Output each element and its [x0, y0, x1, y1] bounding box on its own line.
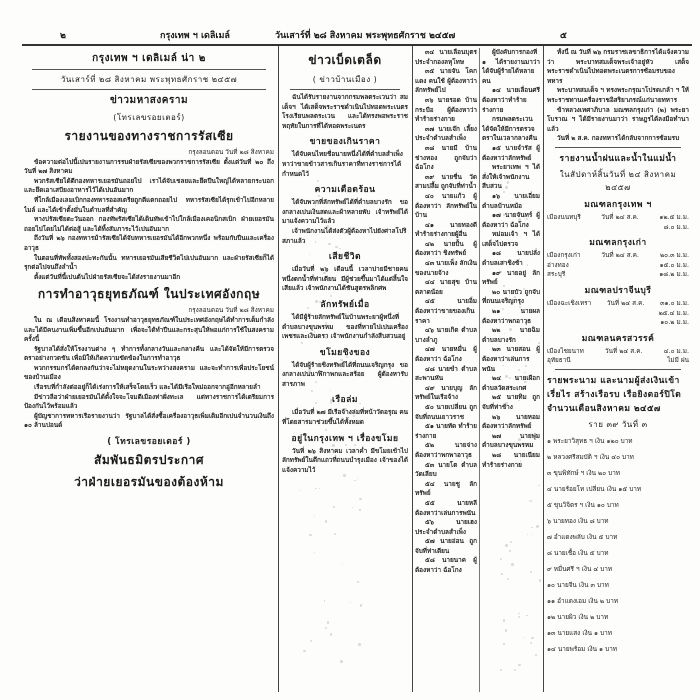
list-item: ๓๔ นายเลื่อนบุตร ประจำกองลหุโทษ [415, 48, 477, 66]
headline: ว่าฝ่ายเยอรมันของต้องห้าม [74, 475, 224, 490]
dateline: วันเสาร์ที่ ๒๘ สิงหาคม พระพุทธศักราช ๒๔๕๗ [60, 75, 238, 84]
list-item: ๕๕ นายหลี ต้องหาว่าเล่นการพนัน [415, 498, 477, 517]
column-misc-news [282, 48, 408, 692]
speck [518, 613, 519, 614]
donation-item: ๙ หมื่นศรี ฯ เงิน ๔ บาท [547, 565, 613, 574]
rain-row [547, 356, 689, 366]
headline: การทำอาวุธยุทธภัณฑ์ ในประเทศอังกฤษ [37, 287, 261, 302]
speck [309, 534, 311, 536]
list-body [415, 48, 477, 576]
speck [505, 186, 507, 188]
paragraph: เมื่อวันที่ ๒๗ มีเรือจ้างล่มที่หน้าวัดอรุณ คนที่โดยสารมาช่วยขึ้นได้ทั้งหมด [282, 408, 408, 427]
news-subhead: ความเดือดร้อน [314, 185, 376, 196]
speck [529, 340, 530, 341]
divider [555, 369, 681, 370]
paragraph: ทางปรัสเซียตะวันออก กองทัพรัสเซียได้เดินทัพเข้าไปใกล้เมืองเคอนิกสเบิก ฝ่ายเยอรมันถอยไปโดยไม่ได้ต่อสู้ และได้ทิ้งสัมภาระไว้เปนอันมาก [24, 215, 274, 233]
list-item: ๓๙ นายชื่น วัดสามปลื้ม ถูกจับที่ท่าน้ำ [415, 172, 477, 191]
paper-title: กรุงเทพ ฯ เดลิเมล์ น่า ๒ [92, 53, 206, 64]
rain-row [547, 251, 689, 261]
paragraph: ถึงวันที่ ๒๖ กองทหารม้ารัสเซียได้จับทหารเยอรมันได้อีกพวกหนึ่ง พร้อมกับปืนและเครื่องอาวุธ [24, 234, 274, 252]
rain-cell: ๓๑.๐ ม.ม. [660, 298, 689, 307]
donation-item: ๔ นายร้อยโท เปลี่ยน เงิน ๑๕ บาท [547, 485, 642, 494]
list-item: ๕๒ นายจ่าง ต้องหาว่าพกพาอาวุธ [415, 441, 477, 459]
speck [505, 544, 508, 547]
list-item: ๔๘ นายขำ ตำบลสะพานหัน [415, 364, 477, 383]
speck [346, 356, 348, 358]
speck [344, 232, 346, 234]
list-item: ๓๘ นายมี บ้านช่างทอง ถูกจับว่า ฉ้อโกง [415, 143, 477, 172]
rain-row [547, 223, 689, 233]
list-item: พระยาเทพ ฯ ได้สั่งให้เจ้าพนักงานสืบสวน [482, 163, 540, 191]
speck [501, 573, 503, 575]
rain-row [547, 309, 689, 319]
list-item: ๔๙ นายบุญ ลักทรัพย์ในเรือจ้าง [415, 383, 477, 402]
speck [330, 295, 332, 297]
list-item: ๒๑ นายผล ต้องหาว่าพกอาวุธ [482, 307, 540, 325]
list-item: ๓๕ นายจัน โคกแดง คนใช้ ผู้ต้องหาว่า ลักทรัพย์ไป [415, 67, 477, 95]
paragraph: ข้อความต่อไปนี้เปนรายงานการรบฝ่ายรัสเซียของพวกราชการรัสเซีย ตั้งแต่วันที่ ๒๐ ถึงวันที่ ๒๗ สิงหาคม [24, 157, 274, 176]
paragraph: ผู้บัญชาการทหารเรือรายงานว่า รัฐบาลได้สั่งซื้อเครื่องอาวุธเพิ่มเติมอีกเปนจำนวนเงินถึง ๑๐ ล้านปอนด์ [24, 411, 274, 430]
speck [360, 604, 363, 607]
list-item: ๒๖ นายหอม ต้องหาว่าลักทรัพย์ [482, 412, 540, 431]
speck [315, 300, 318, 303]
donation-item: ๖ นายทอง เงิน ๘ บาท [547, 517, 609, 526]
news-subhead: ขายของเกินราคา [309, 137, 381, 148]
headline: รายงานของทางราชการรัสเซีย [64, 129, 234, 143]
speck [319, 488, 320, 489]
donation-item: ๗ อำแดงพลับ เงิน ๕ บาท [547, 533, 618, 542]
donation-list [547, 437, 689, 654]
region-name: มณฑลกรุงเก่า [589, 238, 647, 249]
donation-item: ๑๐ นายจีน เงิน ๓ บาท [547, 581, 609, 590]
rain-cell: เมืองฉะเชิงเทรา [547, 298, 592, 307]
paragraph: ฉันได้รับรายงานจากกรมพลตระเวนว่า สมเด็จฯ ได้เสด็จพระราชดำเนินไปทอดพระเนตรโรงเรียนพลตระเวน และได้ทรงพอพระราชหฤทัยในการที่ได้ทอดพระเนตร [282, 93, 408, 130]
list-item: ๔๓ นายเพ็ง ลักเงินของนายจ้าง [415, 259, 477, 277]
speck [333, 506, 335, 508]
paragraph: ได้จับพวกที่ลักทรัพย์ได้ที่ตำบลบางรัก ของกลางเปนเงินสดและผ้าหลายพับ เจ้าทรัพย์ได้มาแจ้งความไว้แล้ว [282, 198, 408, 226]
rain-cell: ไม่มี ฝน [667, 356, 689, 365]
speck [344, 349, 347, 352]
divider [555, 147, 681, 148]
rain-cell: ๑๒.๕ ม.ม. [659, 212, 689, 221]
speck [359, 509, 360, 510]
list-item: ๕๘ นายนาค ผู้ต้องหาว่า ฉ้อโกง [415, 556, 477, 575]
list-item: หม่อมเจ้า ฯ ได้เสด็จไปตรวจ [482, 230, 540, 248]
list-body [482, 48, 540, 470]
region-name: มณฑลนครสวรรค์ [581, 333, 655, 344]
column-list-a [415, 48, 477, 692]
rain-cell: ๔.๐ ม.ม. [663, 346, 689, 355]
speck [531, 527, 532, 528]
speck [518, 218, 521, 221]
speck [330, 402, 332, 404]
list-item: ๑๘ นายปลั่ง ตำบลเสาชิงช้า [482, 249, 540, 268]
notice-body [547, 48, 689, 144]
paragraph: ตั้งแต่วันที่นี้เปนต้นไปฝ่ายรัสเซียจะได้ส่งรายงานมาอีก [34, 272, 181, 281]
page-number-left: ๒ [60, 31, 66, 41]
column-divider [278, 46, 279, 692]
speck [511, 356, 513, 358]
list-item: ๕๔ นายชู ลักทรัพย์ [415, 479, 477, 498]
speck [511, 563, 514, 566]
speck [525, 223, 527, 225]
speck [332, 444, 335, 447]
paragraph: มีข่าวลือว่าฝ่ายเยอรมันได้ตั้งใจจะโจมตีเมืองท่าฝั่งทะเล แต่ทางราชการได้เตรียมการป้องกันไว้พร้อมแล้ว [24, 392, 274, 411]
list-item: ๔๖ นายเกิด ตำบลบางลำภู [415, 326, 477, 344]
speck [301, 342, 303, 344]
rain-report-date: ในสัปดาห์สิ้นวันที่ ๒๔ สิงหาคม ๒๔๕๗ [559, 169, 677, 192]
list-item: ๒๒ นายฉิม ตำบลบางรัก [482, 326, 540, 344]
list-item: ๒๗ นายพุ่ม ตำบลบางขุนพรหม [482, 431, 540, 450]
donation-title: รายพระนาม และนามผู้ส่งเงินเข้าเรี่ยไร สร้างเรือรบ เรือยิงตอร์ปิโด จำนวนเดือนสิงหาคม ๒๔๕๗ [547, 375, 682, 414]
paragraph: เจ้าพนักงานได้ส่งตัวผู้ต้องหาไปยังศาลโปริสภาแล้ว [282, 226, 407, 245]
speck [505, 629, 507, 631]
column-war-news [24, 48, 274, 692]
top-rule [22, 44, 692, 46]
column-divider [543, 46, 544, 692]
rain-cell: สระบุรี [547, 270, 566, 279]
rain-row [547, 261, 689, 271]
speck [518, 369, 520, 371]
list-item: ๑๗ นายจันทร์ ผู้ต้องหาว่า ฉ้อโกง [482, 211, 540, 229]
speck [353, 415, 354, 416]
list-item: ๕๖ นายเฮง ประจำตำบลสำเพ็ง [415, 518, 477, 536]
list-item: ๑๙ นายอยู่ ลักทรัพย์ [482, 268, 540, 287]
issue-date: วันเสาร์ที่ ๒๘ สิงหาคม พระพุทธศักราช ๒๔๕๗ [275, 31, 456, 41]
list-item: ๕๑ นายทัด ทำร้ายร่างกาย [415, 422, 477, 440]
rain-cell: เมืองไชยนาท [547, 346, 584, 355]
rain-row [547, 270, 689, 280]
rain-cell: เมืองนนทบุรี [547, 212, 581, 221]
speck [315, 402, 317, 404]
speck [317, 180, 319, 182]
place-dateline: กรุงลอนดอน วันที่ ๒๘ สิงหาคม [188, 306, 274, 315]
list-item: กรมพลตระเวนได้จัดให้มีการตรวจตราในเวลากลางคืน [482, 115, 538, 143]
paragraph: ได้จับคนไทยชื่อนายหนึ่งได้ที่ตำบลสำเพ็ง หาว่าขายข้าวสารเกินราคาที่ทางราชการได้กำหนดไว้ [282, 150, 403, 178]
rain-cell: อุทัยธานี [547, 356, 571, 365]
list-item: ๔๐ นายแก้ว ผู้ต้องหาว่า ลักทรัพย์ในบ้าน [415, 191, 477, 220]
speck [523, 637, 524, 638]
list-item: ๒๘ นายเนียม ทำร้ายร่างกาย [482, 450, 540, 469]
donation-item: ๒ หลวงศรีสมบัติ ฯ เงิน ๔๐ บาท [547, 453, 634, 462]
speck [503, 214, 504, 215]
source-label: ( โทรเลขรอยเตอร์ ) [107, 437, 191, 448]
list-item: ๔๑ นายทองดี ทำร้ายร่างกายผู้อื่น [415, 220, 477, 239]
paragraph: ในตอนที่ทัพทั้งสองปะทะกันนั้น ทหารเยอรมันเสียชีวิตไปเปนอันมาก และฝ่ายรัสเซียก็ได้รุกต่อไปจนถึงลำน้ำ [24, 253, 274, 272]
place-dateline: กรุงลอนดอน วันที่ ๒๘ สิงหาคม [188, 148, 274, 156]
speck [329, 212, 331, 214]
rain-cell: ๑๐.๒ ม.ม. [660, 318, 689, 327]
speck [328, 243, 331, 246]
speck [340, 426, 341, 427]
list-item: ๑๖ นายเอี่ยม ตำบลบ้านหม้อ [482, 191, 540, 210]
divider [290, 89, 400, 90]
section-title: ข่าวมหาสงคราม [109, 95, 189, 106]
speck [509, 550, 511, 552]
donation-item: ๘ นายเชื้อ เงิน ๕ บาท [547, 549, 609, 558]
paper-name: กรุงเทพ ฯ เดลิเมล์ [160, 31, 230, 41]
list-item: ๒๕ นายทิม ถูกจับที่ท่าช้าง [482, 393, 540, 411]
region-name: มณฑลกรุงเทพ ฯ [584, 199, 652, 210]
speck [344, 408, 346, 410]
rain-row [547, 318, 689, 328]
list-item: ๕๐ นายเปลี่ยน ถูกจับที่ถนนเยาวราช [415, 402, 477, 421]
rain-cell: ๑๘.๒ ม.ม. [659, 270, 689, 279]
rain-cell: เมืองกรุงเก่า [547, 251, 581, 260]
speck [345, 444, 347, 446]
masthead [40, 28, 680, 42]
speck [533, 269, 535, 271]
speck [330, 633, 332, 635]
speck [509, 377, 511, 379]
speck [327, 621, 329, 623]
speck [525, 365, 527, 367]
news-subhead: เรือล่ม [332, 395, 358, 406]
paragraph: รัฐบาลได้สั่งให้โรงงานต่าง ๆ ทำการทั้งกลางวันและกลางคืน และได้จัดให้มีการตรวจตราอย่างกวดขัน เพื่อมิให้เกิดความขัดข้องในการทำอาวุธ [24, 344, 274, 363]
page-number-right: ๕ [560, 31, 567, 41]
list-item: ๑๕ นายจำรัส ผู้ต้องหาว่าลักทรัพย์ [482, 143, 540, 162]
list-item: ๓๗ นายเจ๊ก เลี้ยง ประจำตำบลสำเพ็ง [415, 124, 477, 143]
rain-cell: ๒๕.๔ ม.ม. [658, 308, 689, 317]
donation-item: ๑๑ อำแดงเอม เงิน ๒ บาท [547, 597, 619, 606]
donation-subtitle: ราย ๓๙ วันที่ ๓ [588, 419, 648, 429]
column-notices [547, 48, 689, 692]
list-item: ๔๗ นายหมื่น ผู้ต้องหาว่า ฉ้อโกง [415, 345, 477, 363]
article-body [24, 158, 274, 283]
rain-cell: วันที่ ๒๔ ส.ค. [601, 251, 639, 260]
list-item: ๒๓ นายสอน ผู้ต้องหาว่าเล่นการพนัน [482, 345, 540, 373]
speck [335, 353, 337, 355]
rain-row [547, 347, 689, 357]
news-subhead: อยู่ในกรุงเทพ ฯ เรื่องขโมย [291, 433, 399, 444]
speck [340, 359, 342, 361]
speck [335, 246, 337, 248]
speck [358, 643, 361, 646]
rain-cell: วันที่ ๒๔ ส.ค. [606, 298, 645, 307]
speck [505, 375, 508, 378]
speck [352, 401, 353, 402]
speck [307, 307, 309, 309]
paragraph: พวกกรรมกรได้ตกลงกันว่าจะไม่หยุดงานในระหว่างสงคราม และจะทำการเพื่อประโยชน์ของบ้านเมือง [24, 363, 274, 382]
list-item: ๔๕ นายอิ่ม ต้องหาว่าขายของเกินราคา [415, 297, 477, 325]
speck [325, 322, 328, 325]
rain-row [547, 213, 689, 223]
donation-item: ๑๒ นายผิว เงิน ๒ บาท [547, 613, 609, 622]
divider [32, 69, 266, 70]
speck [509, 328, 512, 331]
paragraph: ได้จับผู้ร้ายชิงทรัพย์ได้ที่ถนนเจริญกรุง ของกลางเปนนาฬิกาพกและสร้อย ผู้ต้องหารับสารภาพ [282, 360, 408, 388]
column-list-b [482, 48, 540, 692]
paragraph: เมื่อวันที่ ๒๖ เดือนนี้ เวลาบ่ายมีชายคนหนึ่งตกน้ำที่ท่าเตียน มีผู้ช่วยขึ้นมาได้แต่สิ้นใจเสียแล้ว เจ้าพนักงานได้ชันสูตรพลิกศพ [282, 265, 408, 293]
speck [523, 288, 525, 290]
donation-item: ๕ ขุนวิจิตร ฯ เงิน ๑๐ บาท [547, 501, 619, 510]
speck [527, 320, 528, 321]
list-item: ผู้บังคับการกองที่ ๑ ได้รายงานมาว่า ได้จับผู้ร้ายได้หลายคน [482, 48, 540, 85]
speck [324, 600, 325, 601]
speck [325, 520, 327, 522]
list-item: ๕๗ นายอ่อน ถูกจับที่ท่าเตียน [415, 537, 477, 555]
speck [536, 352, 537, 353]
rain-cell: วันที่ ๒๔ ส.ค. [601, 212, 639, 221]
rain-cell: ๑๕.๐ ม.ม. [659, 260, 689, 269]
rain-cell: วันที่ ๒๔ ส.ค. [605, 346, 643, 355]
paragraph: วันที่ ๒๖ สิงหาคม เวลาค่ำ มีขโมยเข้าไปลักทรัพย์ในตึกแถวที่ถนนบำรุงเมือง เจ้าของได้แจ้งความไว้ [282, 446, 408, 474]
list-item: ๕๓ นายโต ตำบลวัดเลียบ [415, 460, 477, 479]
paragraph: ใน ณ เดือนสิงหาคมนี้ โรงงานทำอาวุธยุทธภัณฑ์ในประเทศอังกฤษได้ทำการเต็มกำลัง และได้มีคนงานเพิ่มขึ้นอีกเปนอันมาก เพื่อจะได้ทำปืนและกระสุนให้พอแก่การใช้ในสงครามครั้งนี้ [24, 315, 274, 344]
news-subhead: เสียชีวิต [328, 252, 362, 263]
rain-cell: อ่างทอง [547, 260, 569, 269]
speck [522, 424, 523, 425]
source-label: (โทรเลขรอยเตอร์) [113, 113, 185, 122]
speck [505, 402, 508, 405]
donation-item: ๓ ขุนพิทักษ์ ฯ เงิน ๒๐ บาท [547, 469, 621, 478]
speck [520, 460, 521, 461]
news-subhead: ขโมยชิงของ [319, 347, 371, 358]
speck [357, 581, 359, 583]
list-item: ๑๔ นายเลื่อนศรี ต้องหาว่าทำร้ายร่างกาย [482, 86, 540, 114]
paragraph: พระบาทสมเด็จ ฯ ทรงพระกรุณาโปรดเกล้า ฯ ให้พระราชทานเครื่องราชอิสริยาภรณ์แก่นายทหาร [547, 86, 689, 104]
article-body [24, 316, 274, 431]
paragraph: เรือรบที่กำลังต่ออยู่ก็ได้เร่งการให้เสร็จโดยเร็ว และได้มีเรือใหม่ออกจากอู่อีกหลายลำ [34, 383, 261, 392]
donation-item: ๑ พระยาวิสุทธ ฯ เงิน ๑๒๐ บาท [547, 437, 633, 446]
region-name: มณฑลปราจีนบุรี [584, 285, 652, 296]
rain-report-title: รายงานน้ำฝนและน้ำในแม่น้ำ [559, 153, 677, 164]
list-item: ๔๔ นายสุข บ้านตลาดน้อย [415, 278, 477, 296]
divider [32, 89, 266, 90]
section-subtitle: ( ข่าวบ้านเมือง ) [312, 75, 378, 84]
list-item: ๒๐ นายบัว ถูกจับที่ถนนเจริญกรุง [482, 287, 540, 306]
misc-news-body [282, 93, 408, 475]
paragraph: วันที่ ๒ ส.ค. กองทหารได้กลับจากการซ้อมรบ [557, 134, 680, 143]
speck [323, 272, 325, 274]
speck [503, 643, 504, 644]
rain-row [547, 299, 689, 309]
rain-report [547, 197, 689, 366]
column-divider [412, 46, 413, 692]
paragraph: ทั้งนี้ ณ วันที่ ๒๖ กรมราชเลขาธิการได้แจ้งความว่า พระบาทสมเด็จพระเจ้าอยู่หัว เสด็จพระราชดำเนินไปทอดพระเนตรการซ้อมรบของทหาร [547, 48, 689, 85]
rain-cell: ๒๐.๓ ม.ม. [659, 251, 689, 260]
headline: สัมพันธมิตรประกาศ [94, 453, 204, 468]
speck [503, 285, 504, 286]
rain-cell: ๘.๐ ม.ม. [663, 222, 689, 231]
section-title: ข่าวเบ็ดเตล็ด [308, 53, 382, 67]
list-item: ๒๔ นายเผือก ตำบลวัดสระเกศ [482, 374, 540, 392]
paragraph: ข้าหลวงเทศาภิบาล มณฑลกรุงเก่า (๒) พระยาโบราณ ฯ ได้มีรายงานมาว่า ราษฎรได้ลงมือทำนาแล้ว [547, 105, 689, 133]
speck [539, 579, 542, 582]
donation-item: ๑๔ นายพร้อม เงิน ๑ บาท [547, 645, 618, 654]
news-subhead: ลักทรัพย์เมื่อ [320, 299, 370, 310]
list-item: ๔๒ นายปั้น ผู้ต้องหาว่า ชิงทรัพย์ [415, 239, 477, 258]
donation-item: ๑๓ นายแสง เงิน ๑ บาท [547, 629, 612, 638]
sub-column-divider [479, 48, 480, 692]
paragraph: ได้มีผู้ร้ายลักทรัพย์ในบ้านพระยาผู้หนึ่งที่ตำบลบางขุนพรหม ของที่หายไปเปนเครื่องเพชรและเงินตรา เจ้าพนักงานกำลังสืบสวนอยู่ [282, 312, 408, 341]
paragraph: พวกรัสเซียได้ตีกองทหารเยอรมันถอยไป เราได้จับเชลยและยึดปืนใหญ่ได้หลายกระบอก และยึดเอาเสบียงอาหารไว้ได้เปนอันมาก [24, 176, 274, 195]
list-item: ๓๖ นายรอด บ้านกระบือ ผู้ต้องหาว่า ทำร้ายร่างกาย [415, 95, 477, 124]
paragraph: ที่ใกล้เมืองเลมเบิกกองทหารออสเตรียถูกตีแตกถอยไป ทหารรัสเซียได้รุกเข้าไปอีกหลายไมล์ และได้เข้าตั้งมั่นในตำบลที่สำคัญ [24, 195, 274, 214]
